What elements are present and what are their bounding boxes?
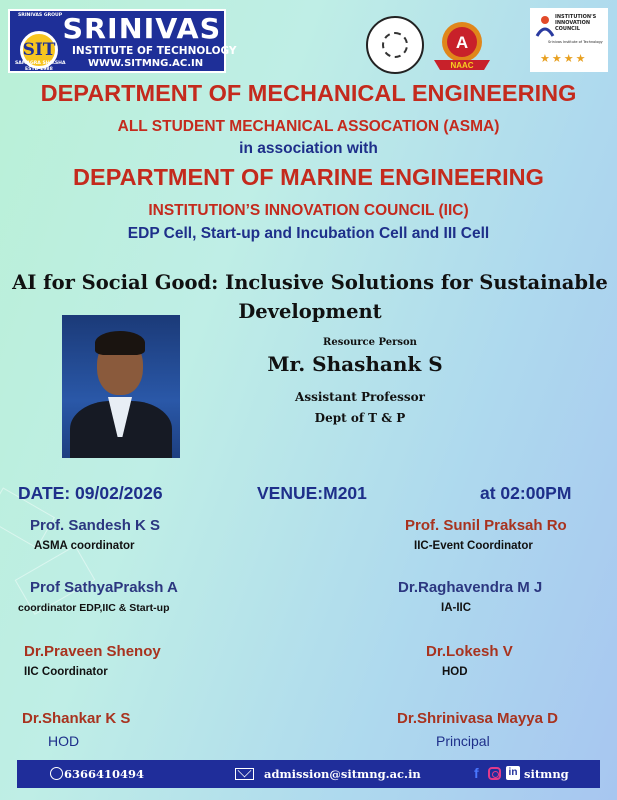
- person-name: Dr.Shankar K S: [22, 710, 131, 727]
- event-time: at 02:00PM: [480, 483, 572, 503]
- motto-label: SAMAGRA SHIKSHA: [15, 61, 66, 66]
- person-name: Dr.Lokesh V: [426, 643, 513, 660]
- association-text: in association with: [239, 140, 378, 157]
- naac-grade: A: [455, 33, 469, 52]
- brand-website: WWW.SITMNG.AC.IN: [88, 58, 204, 69]
- person-name: Prof. Sunil Praksah Ro: [405, 517, 567, 534]
- asma-seal-icon: [366, 16, 424, 74]
- person-name: Dr.Raghavendra M J: [398, 579, 543, 596]
- contact-email[interactable]: admission@sitmng.ac.in: [264, 767, 421, 781]
- resource-person-dept: Dept of T & P: [314, 411, 406, 425]
- person-role: IIC Coordinator: [24, 666, 108, 678]
- person-role: Principal: [436, 733, 490, 749]
- person-role: IIC-Event Coordinator: [414, 540, 533, 552]
- person-name: Dr.Praveen Shenoy: [24, 643, 161, 660]
- iic-subtitle: Srinivas Institute of Technology: [548, 40, 603, 44]
- institute-logo: [8, 9, 237, 73]
- resource-person-photo: [62, 315, 180, 458]
- person-role: coordinator EDP,IIC & Start-up: [18, 602, 170, 614]
- contact-phone[interactable]: 6366410494: [64, 767, 145, 781]
- star-rating: ★★★★: [540, 52, 588, 65]
- resource-person-label: Resource Person: [323, 337, 417, 348]
- naac-logo-icon: [432, 16, 492, 76]
- person-role: HOD: [442, 666, 468, 678]
- person-name: Dr.Shrinivasa Mayya D: [397, 710, 558, 727]
- instagram-icon[interactable]: [488, 767, 501, 780]
- facebook-icon[interactable]: f: [474, 765, 479, 781]
- person-role: HOD: [48, 733, 80, 749]
- emblem-icon: SIT: [20, 31, 58, 69]
- gear-icon: [382, 32, 408, 58]
- iic-title: INSTITUTION'S INNOVATION COUNCIL: [555, 14, 597, 32]
- group-label: SRINIVAS GROUP: [18, 13, 63, 18]
- social-handle[interactable]: sitmng: [524, 767, 569, 781]
- person-role: ASMA coordinator: [34, 540, 135, 552]
- event-date: DATE: 09/02/2026: [18, 483, 163, 503]
- mail-icon: [235, 768, 254, 780]
- cells-heading: EDP Cell, Start-up and Incubation Cell and III Cell: [127, 225, 490, 242]
- established-label: ESTD 1988: [25, 67, 53, 72]
- whatsapp-icon: [50, 767, 63, 780]
- marine-heading: DEPARTMENT OF MARINE ENGINEERING: [73, 164, 544, 190]
- linkedin-icon[interactable]: in: [506, 766, 520, 780]
- naac-label: NAAC: [450, 61, 474, 70]
- brand-subtitle: INSTITUTE OF TECHNOLOGY: [72, 45, 237, 57]
- asma-heading: ALL STUDENT MECHANICAL ASSOCATION (ASMA): [117, 118, 500, 135]
- department-heading: DEPARTMENT OF MECHANICAL ENGINEERING: [40, 80, 577, 106]
- resource-person-name: Mr. Shashank S: [267, 352, 443, 376]
- iic-person-icon: [534, 14, 556, 38]
- brand-name: SRINIVAS: [62, 12, 222, 45]
- person-name: Prof SathyaPraksh A: [30, 579, 178, 596]
- person-name: Prof. Sandesh K S: [30, 517, 161, 534]
- person-role: IA-IIC: [441, 602, 472, 614]
- iic-heading: INSTITUTION’S INNOVATION COUNCIL (IIC): [148, 202, 469, 219]
- event-venue: VENUE:M201: [257, 483, 367, 503]
- event-topic: AI for Social Good: Inclusive Solutions for Sustainable Development: [12, 271, 608, 323]
- resource-person-title: Assistant Professor: [295, 390, 425, 404]
